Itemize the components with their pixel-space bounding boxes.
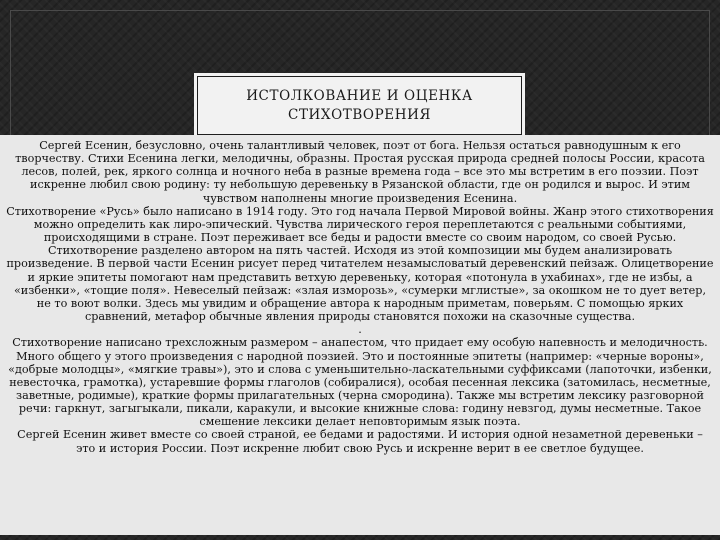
slide-title-line-1: ИСТОЛКОВАНИЕ И ОЦЕНКА (246, 87, 473, 104)
paragraph-separator: . (358, 323, 362, 337)
paragraph-composition: Стихотворение разделено автором на пять частей. Исходя из этой композиции мы будем анализировать произведение. В первой части Есенин рисует перед читателем незамысловатый деревенский пейзаж. Олицетворение и яркие эпитеты помогают нам представить ветхую деревеньку, которая «потонула в ухабинах», где не избы, а «избенки», «тощие поля». Невеселый пейзаж: «злая изморозь», «сумерки мглистые», за окошком не то дует ветер, не то воют волки. Здесь мы увидим и обращение автора к народным приметам, поверьям. С помощью ярких сравнений, метафор обычные явления природы становятся похожи на сказочные существа. (6, 244, 714, 324)
content-box (0, 135, 720, 535)
slide-title-line-2: СТИХОТВОРЕНИЯ (288, 106, 431, 123)
paragraph-meter: Стихотворение написано трехсложным размером – анапестом, что придает ему особую напевность и мелодичность. Много общего у этого произведения с народной поэзией. Это и постоянные эпитеты (например: «черные вороны», «добрые молодцы», «мягкие травы»), это и слова с уменьшительно-ласкательными суффиксами (лапоточки, избенки, невесточка, грамотка), устаревшие формы глаголов (собиралися), особая песенная лексика (затомилась, несметные, заветные, родимые), краткие формы прилагательных (черна смородина). Также мы встретим лексику разговорной речи: гаркнут, загыгыкали, пикали, каракули, и высокие книжные слова: годину невзгод, думы несметные. Такое смешение лексики делает неповторимым язык поэта. (8, 336, 712, 429)
paragraph-history: Стихотворение «Русь» было написано в 1914 году. Это год начала Первой Мировой войны. Жанр этого стихотворения можно определить как лиро-эпический. Чувства лирического героя переплетаются с реальными событиями, происходящими в стране. Поэт переживает все беды и радости вместе со своим народом, со своей Русью. (6, 204, 714, 245)
paragraph-intro: Сергей Есенин, безусловно, очень талантливый человек, поэт от бога. Нельзя остаться равнодушным к его творчеству. Стихи Есенина легки, мелодичны, образны. Простая русская природа средней полосы России, красота лесов, полей, рек, яркого солнца и ночного неба в разные времена года – все это мы встретим в его поэзии. Поэт искренне любил свою родину: ту небольшую деревеньку в Рязанской области, где он родился и вырос. И этим чувством наполнены многие произведения Есенина. (15, 139, 705, 205)
paragraph-conclusion: Сергей Есенин живет вместе со своей страной, ее бедами и радостями. И история одной незаметной деревеньки – это и история России. Поэт искренне любит свою Русь и искренне верит в ее светлое будущее. (17, 428, 703, 455)
body-text (6, 139, 714, 455)
title-box (197, 76, 522, 135)
